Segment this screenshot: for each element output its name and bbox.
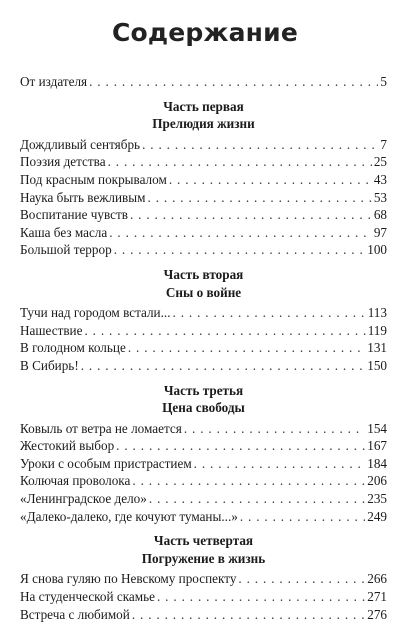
- toc-entry-page: 25: [373, 154, 387, 170]
- toc-entry-page: 113: [367, 305, 387, 321]
- part-heading: Часть первая: [163, 98, 244, 114]
- toc-entry-page: 271: [367, 589, 387, 605]
- part-subtitle: Погружение в жизнь: [141, 550, 266, 566]
- toc-entry-page: 68: [373, 207, 387, 223]
- leader-dots: [184, 420, 365, 438]
- part-heading: Часть четвертая: [153, 533, 254, 549]
- leader-dots: [169, 171, 372, 189]
- toc-entry-page: 53: [373, 189, 387, 205]
- toc-entry-page: 266: [367, 571, 387, 587]
- toc-entry-label: В голодном кольце: [20, 340, 126, 356]
- toc-entry-page: 119: [367, 322, 387, 338]
- toc-entry-label: Я снова гуляю по Невскому проспекту: [20, 571, 237, 587]
- toc-entry-page: 150: [367, 357, 387, 373]
- leader-dots: [81, 357, 366, 375]
- part-heading: Часть вторая: [163, 266, 244, 282]
- toc-entry: [20, 437, 387, 455]
- toc-entry-label: На студенческой скамье: [20, 589, 155, 605]
- toc-entry-page: 43: [373, 171, 387, 187]
- toc-entry-page: 184: [367, 455, 387, 471]
- toc-entry-page: 249: [367, 508, 387, 524]
- leader-dots: [149, 490, 365, 508]
- part-heading: Часть третья: [163, 382, 244, 398]
- toc-entry: [20, 136, 387, 154]
- toc-entry: [20, 322, 387, 340]
- toc-entry: [20, 588, 387, 606]
- toc-entry-page: 154: [367, 420, 387, 436]
- leader-dots: [142, 136, 378, 154]
- toc-entry: [20, 339, 387, 357]
- leader-dots: [109, 224, 372, 242]
- leader-dots: [157, 588, 365, 606]
- leader-dots: [116, 437, 365, 455]
- toc-entry: [20, 508, 387, 526]
- toc-entry: [20, 304, 387, 322]
- leader-dots: [130, 206, 372, 224]
- toc-entry-page: 235: [367, 491, 387, 507]
- leader-dots: [89, 73, 378, 91]
- table-of-contents: [20, 73, 387, 623]
- toc-entry-page: 100: [367, 242, 387, 258]
- leader-dots: [128, 339, 365, 357]
- part-subtitle: Сны о войне: [165, 284, 242, 300]
- toc-entry-label: В Сибирь!: [20, 357, 79, 373]
- part-subtitle: Прелюдия жизни: [152, 116, 255, 132]
- toc-entry-label: «Далеко-далеко, где кочуют туманы...»: [20, 508, 238, 524]
- toc-entry: [20, 224, 387, 242]
- toc-entry-label: Большой террор: [20, 242, 112, 258]
- toc-entry: [20, 570, 387, 588]
- toc-entry: [20, 357, 387, 375]
- toc-entry-label: Под красным покрывалом: [20, 171, 167, 187]
- toc-entry-label: Дождливый сентябрь: [20, 136, 141, 152]
- leader-dots: [173, 304, 366, 322]
- toc-entry-label: Тучи над городом встали...: [20, 305, 171, 321]
- toc-entry-intro: [20, 73, 387, 91]
- toc-entry-label: Нашествие: [20, 322, 83, 338]
- toc-entry: [20, 472, 387, 490]
- toc-entry-page: 206: [367, 473, 387, 489]
- leader-dots: [132, 472, 365, 490]
- leader-dots: [84, 322, 365, 340]
- toc-entry-label: Воспитание чувств: [20, 207, 128, 223]
- leader-dots: [108, 153, 372, 171]
- leader-dots: [238, 570, 365, 588]
- leader-dots: [148, 189, 372, 207]
- toc-entry-label: Ковыль от ветра не ломается: [20, 420, 182, 436]
- toc-entry-label: Каша без масла: [20, 224, 108, 240]
- toc-entry: [20, 153, 387, 171]
- toc-entry: [20, 206, 387, 224]
- leader-dots: [114, 241, 366, 259]
- toc-entry-label: Уроки с особым пристрастием: [20, 455, 192, 471]
- leader-dots: [194, 455, 366, 473]
- toc-entry: [20, 171, 387, 189]
- toc-entry-page: 5: [380, 74, 387, 89]
- toc-entry-label: Поэзия детства: [20, 154, 106, 170]
- toc-entry-label: Жестокий выбор: [20, 438, 115, 454]
- toc-entry-label: Наука быть вежливым: [20, 189, 146, 205]
- leader-dots: [132, 606, 365, 623]
- toc-entry: [20, 455, 387, 473]
- toc-entry-label: Встреча с любимой: [20, 606, 130, 622]
- toc-entry-page: 131: [367, 340, 387, 356]
- part-subtitle: Цена свободы: [162, 400, 245, 416]
- toc-entry: [20, 241, 387, 259]
- toc-entry: [20, 490, 387, 508]
- toc-entry-label: От издателя: [20, 74, 88, 89]
- toc-entry-label: Колючая проволока: [20, 473, 131, 489]
- toc-entry-page: 276: [367, 606, 387, 622]
- page-title: Содержание: [111, 18, 299, 47]
- toc-entry: [20, 189, 387, 207]
- toc-entry-label: «Ленинградское дело»: [20, 491, 147, 507]
- toc-entry-page: 167: [367, 438, 387, 454]
- toc-entry-page: 97: [373, 224, 387, 240]
- toc-entry: [20, 420, 387, 438]
- leader-dots: [240, 508, 365, 526]
- toc-entry-page: 7: [380, 136, 387, 152]
- toc-entry: [20, 606, 387, 623]
